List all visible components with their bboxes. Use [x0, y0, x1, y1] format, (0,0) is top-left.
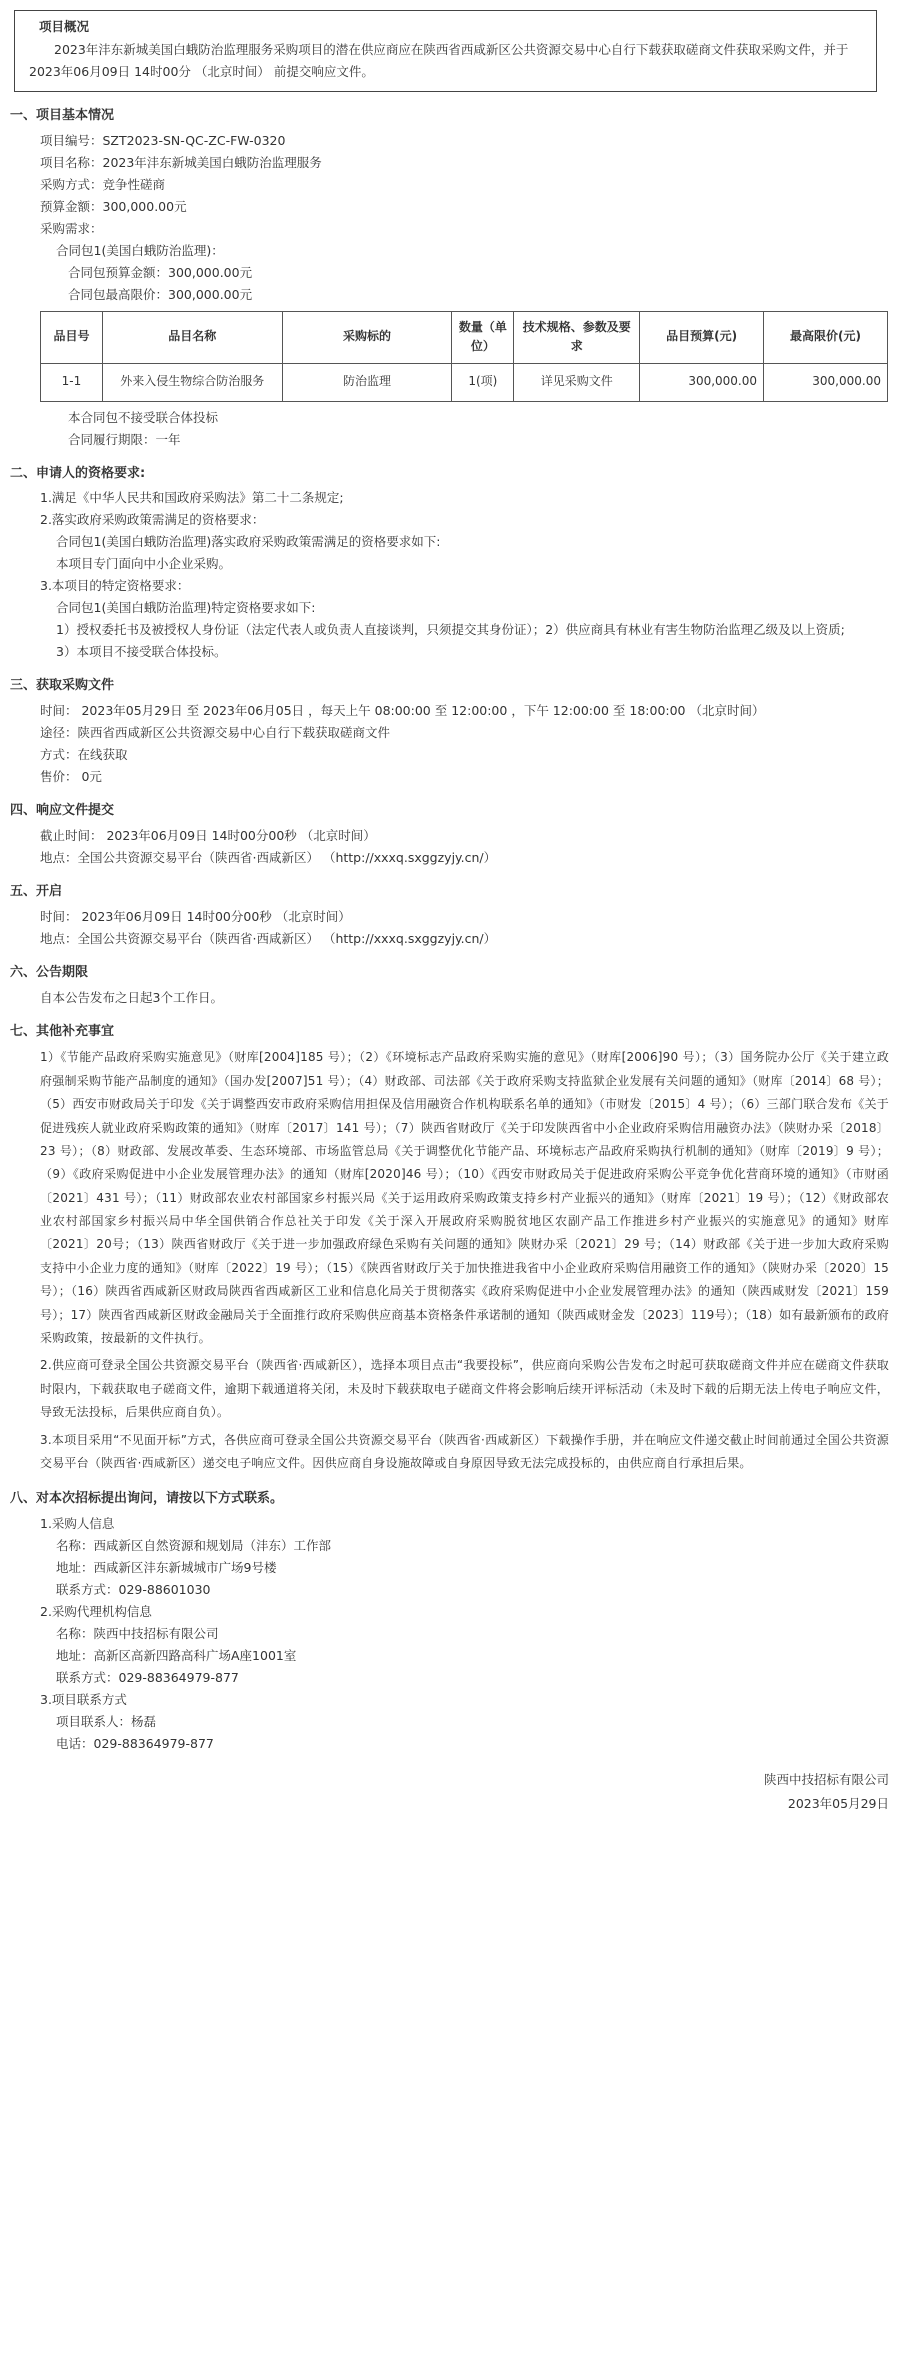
procurement-method: 采购方式：竞争性磋商 — [40, 176, 166, 192]
cell-spec: 详见采购文件 — [514, 363, 640, 401]
download-instruction-paragraph: 2.供应商可登录全国公共资源交易平台（陕西省·西咸新区），选择本项目点击“我要投标”，供应商向采购公告发布之时起可获取磋商文件并应在磋商文件获取时限内，下载获取电子磋商文件，逾期下载通道将关闭，未及时下载获取电子磋商文件将会影响后续开评标活动（未及时下载的后期无法上传电子响应文件，导致无法投标，后果供应商自负）。 — [40, 1358, 889, 1420]
open-time: 时间： 2023年06月09日 14时00分00秒 （北京时间） — [40, 908, 351, 924]
header-quantity: 数量（单位） — [452, 311, 514, 363]
section-3-title: 三、获取采购文件 — [10, 678, 115, 694]
project-code: 项目编号：SZT2023-SN-QC-ZC-FW-0320 — [40, 132, 286, 148]
overview-title: 项目概况 — [39, 19, 90, 34]
section-5-title: 五、开启 — [10, 883, 63, 899]
budget-amount: 预算金额：300,000.00元 — [40, 198, 187, 214]
section-7-title: 七、其他补充事宜 — [10, 1023, 115, 1039]
no-consortium-note: 本合同包不接受联合体投标 — [68, 409, 219, 425]
requirement-3-detail-2: 3）本项目不接受联合体投标。 — [56, 644, 227, 660]
header-target: 采购标的 — [282, 311, 452, 363]
requirement-3: 3.本项目的特定资格要求： — [40, 578, 190, 594]
purchaser-phone: 联系方式：029-88601030 — [56, 1582, 211, 1598]
items-table — [40, 311, 888, 402]
overview-box — [14, 10, 877, 92]
notice-period: 自本公告发布之日起3个工作日。 — [40, 989, 223, 1005]
obtain-time: 时间： 2023年05月29日 至 2023年06月05日 ，每天上午 08:00:00 至 12:00:00 ，下午 12:00:00 至 18:00:00 （北京时间） — [40, 703, 765, 719]
header-item-no: 品目号 — [41, 311, 103, 363]
table-header-row — [41, 311, 888, 363]
purchaser-name: 名称：西咸新区自然资源和规划局（沣东）工作部 — [56, 1538, 332, 1554]
procurement-need: 采购需求： — [40, 220, 103, 236]
project-contact-heading: 3.项目联系方式 — [40, 1692, 127, 1708]
package-title: 合同包1(美国白蛾防治监理)： — [56, 242, 224, 258]
section-8-title: 八、对本次招标提出询问，请按以下方式联系。 — [10, 1491, 284, 1507]
section-6-title: 六、公告期限 — [10, 964, 89, 980]
requirement-2: 2.落实政府采购政策需满足的资格要求： — [40, 512, 265, 528]
agency-address: 地址：高新区高新四路高科广场A座1001室 — [56, 1648, 297, 1664]
remote-opening-paragraph: 3.本项目采用“不见面开标”方式，各供应商可登录全国公共资源交易平台（陕西省·西咸新区）下载操作手册，并在响应文件递交截止时间前通过全国公共资源交易平台（陕西省·西咸新区）递交电子响应文件。因供应商自身设施故障或自身原因导致无法完成投标的，由供应商自行承担后果。 — [40, 1432, 889, 1470]
signature-org: 陕西中技招标有限公司 — [763, 1772, 889, 1788]
agency-heading: 2.采购代理机构信息 — [40, 1604, 152, 1620]
cell-budget: 300,000.00 — [640, 363, 764, 401]
cell-item-name: 外来入侵生物综合防治服务 — [102, 363, 282, 401]
contract-period: 合同履行期限：一年 — [68, 431, 181, 447]
package-budget: 合同包预算金额：300,000.00元 — [68, 264, 253, 280]
section-2-title: 二、申请人的资格要求: — [10, 465, 146, 481]
submit-place: 地点：全国公共资源交易平台（陕西省·西咸新区） （http://xxxq.sxggzyjy.cn/） — [40, 849, 497, 865]
submit-deadline: 截止时间： 2023年06月09日 14时00分00秒 （北京时间） — [40, 827, 376, 843]
cell-item-no: 1-1 — [41, 363, 103, 401]
obtain-price: 售价： 0元 — [40, 769, 102, 785]
requirement-3-package: 合同包1(美国白蛾防治监理)特定资格要求如下: — [56, 600, 316, 616]
obtain-mode: 方式：在线获取 — [40, 747, 128, 763]
requirement-1: 1.满足《中华人民共和国政府采购法》第二十二条规定; — [40, 490, 344, 506]
requirement-2-package: 合同包1(美国白蛾防治监理)落实政府采购政策需满足的资格要求如下: — [56, 534, 441, 550]
cell-quantity: 1(项) — [452, 363, 514, 401]
signature-date: 2023年05月29日 — [787, 1796, 889, 1812]
package-max-price: 合同包最高限价：300,000.00元 — [68, 286, 253, 302]
project-name: 项目名称：2023年沣东新城美国白蛾防治监理服务 — [40, 154, 322, 170]
project-contact-phone: 电话：029-88364979-877 — [56, 1736, 214, 1752]
header-budget: 品目预算(元) — [640, 311, 764, 363]
overview-text: 2023年沣东新城美国白蛾防治监理服务采购项目的潜在供应商应在陕西省西咸新区公共资源交易中心自行下载获取磋商文件获取采购文件，并于 2023年06月09日 14时00分 （北京时间） 前提交响应文件。 — [29, 42, 849, 79]
header-max-price: 最高限价(元) — [764, 311, 888, 363]
cell-target: 防治监理 — [282, 363, 452, 401]
purchaser-heading: 1.采购人信息 — [40, 1516, 115, 1532]
table-row — [41, 363, 888, 401]
purchaser-address: 地址：西咸新区沣东新城城市广场9号楼 — [56, 1560, 277, 1576]
requirement-3-detail-1: 1）授权委托书及被授权人身份证（法定代表人或负责人直接谈判，只须提交其身份证）；2）供应商具有林业有害生物防治监理乙级及以上资质; — [56, 622, 845, 638]
policy-list-paragraph: 1）《节能产品政府采购实施意见》（财库[2004]185 号）；（2）《环境标志产品政府采购实施的意见》（财库[2006]90 号）；（3）国务院办公厅《关于建立政府强制采购节能产品制度的通知》（国办发[2007]51 号）；（4）财政部、司法部《关于政府采购支持监狱企业发展有关问题的通知》（财库〔2014〕68 号）；（5）西安市财政局关于印发《关于调整西安市政府采购信用担保及信用融资合作机构联系名单的通知》（市财发〔2015〕4 号）；（6）三部门联合发布《关于促进残疾人就业政府采购政策的通知》（财库〔2017〕141 号）；（7）陕西省财政厅《关于印发陕西省中小企业政府采购信用融资办法》（陕财办采〔2018〕23 号）；（8）财政部、发展改革委、生态环境部、市场监管总局《关于调整优化节能产品、环境标志产品政府采购执行机制的通知》（财库〔2019〕9 号）；（9）《政府采购促进中小企业发展管理办法》的通知（财库[2020]46 号）；（10）《西安市财政局关于促进政府采购公平竞争优化营商环境的通知》（市财函〔2021〕431 号）；（11）财政部农业农村部国家乡村振兴局《关于运用政府采购政策支持乡村产业振兴的通知》（财库〔2021〕19 号）；（12）《财政部农业农村部国家乡村振兴局中华全国供销合作总社关于印发《关于深入开展政府采购脱贫地区农副产品工作推进乡村产业振兴的实施意见》的通知》财库〔2021〕20号；（13）陕西省财政厅《关于进一步加强政府绿色采购有关问题的通知》陕财办采〔2021〕29 号；（14）财政部《关于进一步加大政府采购支持中小企业力度的通知》（财库〔2022〕19 号）；（15）《陕西省财政厅关于加快推进我省中小企业政府采购信用融资工作的通知》（陕财办采〔2020〕15 号）；（16）陕西省西咸新区财政局陕西省西咸新区工业和信息化局关于贯彻落实《政府采购促进中小企业发展管理办法》的通知（陕西咸财发〔2021〕159号）；17）陕西省西咸新区财政金融局关于全面推行政府采购供应商基本资格条件承诺制的通知（陕西咸财金发〔2023〕119号）；（18）如有最新颁布的政府采购政策，按最新的文件执行。 — [40, 1050, 889, 1346]
project-contact-person: 项目联系人：杨磊 — [56, 1714, 157, 1730]
agency-name: 名称：陕西中技招标有限公司 — [56, 1626, 219, 1642]
agency-phone: 联系方式：029-88364979-877 — [56, 1670, 239, 1686]
section-4-title: 四、响应文件提交 — [10, 803, 115, 819]
cell-max-price: 300,000.00 — [764, 363, 888, 401]
header-item-name: 品目名称 — [102, 311, 282, 363]
header-spec: 技术规格、参数及要求 — [514, 311, 640, 363]
open-place: 地点：全国公共资源交易平台（陕西省·西咸新区） （http://xxxq.sxggzyjy.cn/） — [40, 930, 497, 946]
requirement-2-detail: 本项目专门面向中小企业采购。 — [56, 556, 232, 572]
obtain-way: 途径：陕西省西咸新区公共资源交易中心自行下载获取磋商文件 — [40, 725, 391, 741]
section-1-title: 一、项目基本情况 — [10, 107, 115, 123]
